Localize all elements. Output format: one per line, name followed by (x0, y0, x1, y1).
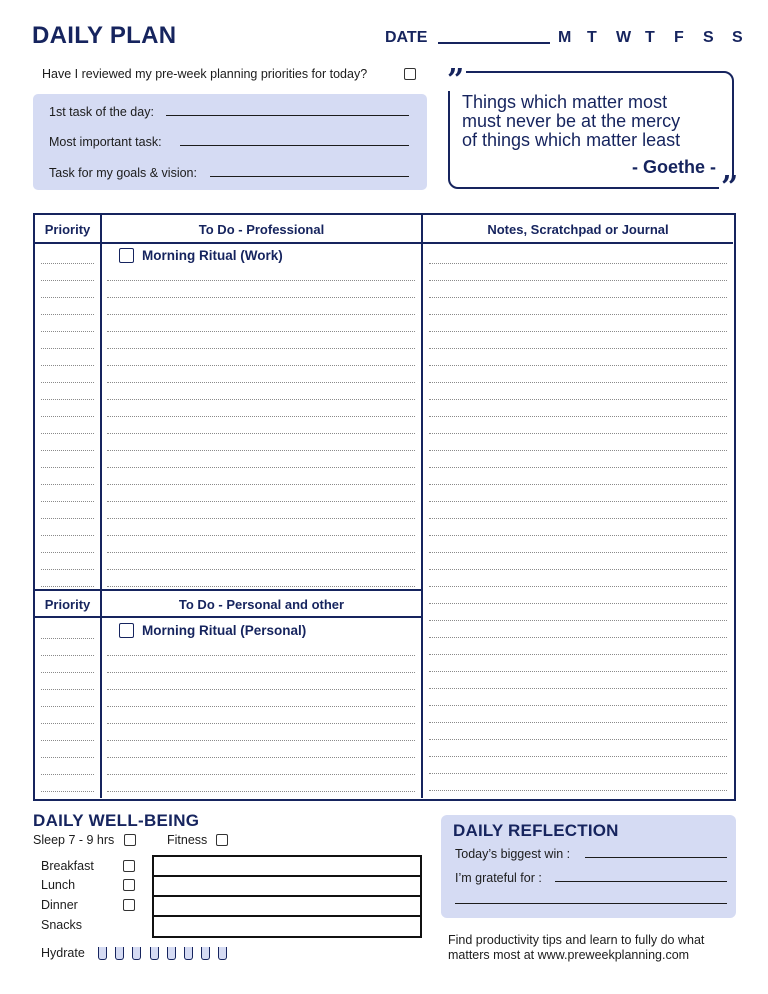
footer-line: Find productivity tips and learn to fully do what (448, 933, 705, 947)
professional-task-line[interactable] (107, 331, 415, 332)
fitness-checkbox[interactable] (216, 834, 228, 846)
personal-task-item[interactable] (119, 623, 306, 638)
priority-line[interactable] (41, 689, 94, 690)
notes-line[interactable] (429, 586, 727, 587)
priority-line[interactable] (41, 348, 94, 349)
notes-line[interactable] (429, 399, 727, 400)
personal-task-line[interactable] (107, 672, 415, 673)
notes-line[interactable] (429, 382, 727, 383)
professional-task-line[interactable] (107, 569, 415, 570)
notes-line[interactable] (429, 569, 727, 570)
review-checkbox[interactable] (404, 68, 416, 80)
priority-line[interactable] (41, 484, 94, 485)
notes-line[interactable] (429, 450, 727, 451)
notes-line[interactable] (429, 739, 727, 740)
grateful-field[interactable] (555, 881, 727, 882)
personal-task-line[interactable] (107, 740, 415, 741)
most-important-task-field[interactable] (180, 145, 409, 146)
date-label: DATE (385, 29, 428, 46)
priority-line[interactable] (41, 706, 94, 707)
header-divider (35, 242, 733, 244)
priority-line[interactable] (41, 382, 94, 383)
quote-box (448, 71, 734, 189)
professional-task-line[interactable] (107, 535, 415, 536)
priority-line[interactable] (41, 535, 94, 536)
meal-breakfast-label: Breakfast (41, 859, 94, 873)
day-wednesday[interactable]: W (616, 29, 632, 46)
meal-entry-box[interactable] (152, 855, 422, 938)
priority-line[interactable] (41, 723, 94, 724)
quote-text (462, 93, 680, 150)
personal-header: To Do - Personal and other (178, 597, 345, 612)
personal-task-line[interactable] (107, 655, 415, 656)
professional-task-line[interactable] (107, 365, 415, 366)
priority-line[interactable] (41, 416, 94, 417)
priority-header: Priority (44, 222, 91, 237)
professional-task-line[interactable] (107, 433, 415, 434)
priority-line[interactable] (41, 757, 94, 758)
day-sunday[interactable]: S (732, 29, 743, 46)
dinner-checkbox[interactable] (123, 899, 135, 911)
personal-priority-header: Priority (44, 597, 91, 612)
water-cup-icon[interactable] (167, 947, 176, 960)
hydrate-label: Hydrate (41, 946, 85, 960)
personal-task-line[interactable] (107, 689, 415, 690)
priority-line[interactable] (41, 450, 94, 451)
priority-line[interactable] (41, 655, 94, 656)
professional-task-line[interactable] (107, 484, 415, 485)
notes-line[interactable] (429, 280, 727, 281)
grateful-label: I’m grateful for : (455, 871, 542, 885)
day-thursday[interactable]: T (645, 29, 655, 46)
reflection-title: DAILY REFLECTION (453, 821, 619, 840)
personal-task-line[interactable] (107, 757, 415, 758)
notes-header: Notes, Scratchpad or Journal (487, 222, 669, 237)
day-saturday[interactable]: S (703, 29, 714, 46)
date-field[interactable] (438, 42, 550, 44)
water-cup-icon[interactable] (132, 947, 141, 960)
priority-line[interactable] (41, 297, 94, 298)
priority-line[interactable] (41, 365, 94, 366)
notes-line[interactable] (429, 501, 727, 502)
notes-line[interactable] (429, 297, 727, 298)
priority-line[interactable] (41, 331, 94, 332)
notes-line[interactable] (429, 484, 727, 485)
professional-task-line[interactable] (107, 280, 415, 281)
priority-line[interactable] (41, 791, 94, 792)
professional-task-checkbox[interactable] (119, 248, 134, 263)
personal-task-line[interactable] (107, 791, 415, 792)
professional-task-line[interactable] (107, 518, 415, 519)
fitness-label: Fitness (167, 833, 208, 847)
planner-grid (33, 213, 736, 801)
water-cup-icon[interactable] (201, 947, 210, 960)
lunch-checkbox[interactable] (123, 879, 135, 891)
water-cup-icon[interactable] (150, 947, 159, 960)
meal-snacks-label: Snacks (41, 918, 82, 932)
water-cup-icon[interactable] (184, 947, 193, 960)
priority-line[interactable] (41, 314, 94, 315)
meal-row-divider (154, 875, 420, 877)
footer-link[interactable]: matters most at www.preweekplanning.com (448, 948, 690, 962)
water-cup-icon[interactable] (218, 947, 227, 960)
priority-line[interactable] (41, 672, 94, 673)
sleep-label: Sleep 7 - 9 hrs (33, 833, 115, 847)
priority-column-divider (100, 215, 102, 798)
reflection-panel (441, 815, 736, 918)
grateful-field-line-2[interactable] (455, 903, 727, 904)
notes-line[interactable] (429, 433, 727, 434)
professional-task-line[interactable] (107, 399, 415, 400)
notes-line[interactable] (429, 637, 727, 638)
personal-task-line[interactable] (107, 723, 415, 724)
priority-line[interactable] (41, 280, 94, 281)
meal-dinner-label: Dinner (41, 898, 78, 912)
first-task-field[interactable] (166, 115, 409, 116)
notes-line[interactable] (429, 331, 727, 332)
notes-line[interactable] (429, 603, 727, 604)
wellbeing-title: DAILY WELL-BEING (33, 811, 200, 830)
priority-line[interactable] (41, 501, 94, 502)
water-cup-icon[interactable] (98, 947, 107, 960)
notes-line[interactable] (429, 705, 727, 706)
notes-line[interactable] (429, 790, 727, 791)
first-task-label: 1st task of the day: (49, 105, 154, 119)
day-monday[interactable]: M (558, 29, 572, 46)
priority-line[interactable] (41, 569, 94, 570)
personal-header-divider (35, 616, 423, 618)
priority-line[interactable] (41, 740, 94, 741)
meal-row-divider (154, 915, 420, 917)
priority-line[interactable] (41, 467, 94, 468)
meal-row-divider (154, 895, 420, 897)
professional-header: To Do - Professional (198, 222, 325, 237)
notes-line[interactable] (429, 535, 727, 536)
goals-task-label: Task for my goals & vision: (49, 166, 197, 180)
notes-line[interactable] (429, 263, 727, 264)
page-title: DAILY PLAN (32, 22, 177, 49)
notes-line[interactable] (429, 365, 727, 366)
most-important-task-label: Most important task: (49, 135, 162, 149)
personal-task-line[interactable] (107, 706, 415, 707)
notes-line[interactable] (429, 722, 727, 723)
notes-line[interactable] (429, 314, 727, 315)
quote-line: must never be at the mercy (462, 111, 681, 131)
personal-task-checkbox[interactable] (119, 623, 134, 638)
professional-task-label: Morning Ritual (Work) (142, 248, 283, 263)
priority-line[interactable] (41, 263, 94, 264)
professional-task-line[interactable] (107, 501, 415, 502)
breakfast-checkbox[interactable] (123, 860, 135, 872)
professional-task-line[interactable] (107, 348, 415, 349)
day-tuesday[interactable]: T (587, 29, 597, 46)
professional-task-line[interactable] (107, 416, 415, 417)
professional-task-line[interactable] (107, 382, 415, 383)
priority-line[interactable] (41, 586, 94, 587)
quote-line: of things which matter least (462, 130, 681, 150)
notes-line[interactable] (429, 518, 727, 519)
close-quote-icon: ” (721, 170, 739, 205)
notes-line[interactable] (429, 654, 727, 655)
day-friday[interactable]: F (674, 29, 684, 46)
priority-line[interactable] (41, 774, 94, 775)
quote-author: - Goethe - (632, 157, 716, 177)
notes-line[interactable] (429, 416, 727, 417)
notes-line[interactable] (429, 671, 727, 672)
personal-section-top (35, 589, 423, 591)
sleep-checkbox[interactable] (124, 834, 136, 846)
professional-task-line[interactable] (107, 314, 415, 315)
professional-task-item[interactable] (119, 248, 283, 263)
priority-line[interactable] (41, 433, 94, 434)
weekday-selector (558, 29, 761, 47)
biggest-win-field[interactable] (585, 857, 727, 858)
professional-task-line[interactable] (107, 450, 415, 451)
notes-line[interactable] (429, 348, 727, 349)
review-question-text: Have I reviewed my pre-week planning priorities for today? (42, 67, 368, 81)
notes-line[interactable] (429, 467, 727, 468)
priority-line[interactable] (41, 518, 94, 519)
priority-line[interactable] (41, 399, 94, 400)
review-question (42, 67, 367, 81)
notes-line[interactable] (429, 773, 727, 774)
meal-lunch-label: Lunch (41, 878, 76, 892)
personal-task-label: Morning Ritual (Personal) (142, 623, 307, 638)
priority-line[interactable] (41, 552, 94, 553)
professional-task-line[interactable] (107, 297, 415, 298)
quote-line: Things which matter most (462, 92, 668, 112)
water-cup-icon[interactable] (115, 947, 124, 960)
professional-task-line[interactable] (107, 552, 415, 553)
professional-task-line[interactable] (107, 586, 415, 587)
notes-line[interactable] (429, 756, 727, 757)
notes-line[interactable] (429, 620, 727, 621)
footer-note (448, 933, 748, 963)
personal-task-line[interactable] (107, 774, 415, 775)
biggest-win-label: Today’s biggest win : (455, 847, 571, 861)
goals-task-field[interactable] (210, 176, 409, 177)
open-quote-icon: ” (447, 63, 465, 98)
notes-line[interactable] (429, 552, 727, 553)
priority-tasks-panel (33, 94, 427, 190)
professional-task-line[interactable] (107, 467, 415, 468)
notes-column-divider (421, 215, 423, 798)
priority-line[interactable] (41, 638, 94, 639)
notes-line[interactable] (429, 688, 727, 689)
